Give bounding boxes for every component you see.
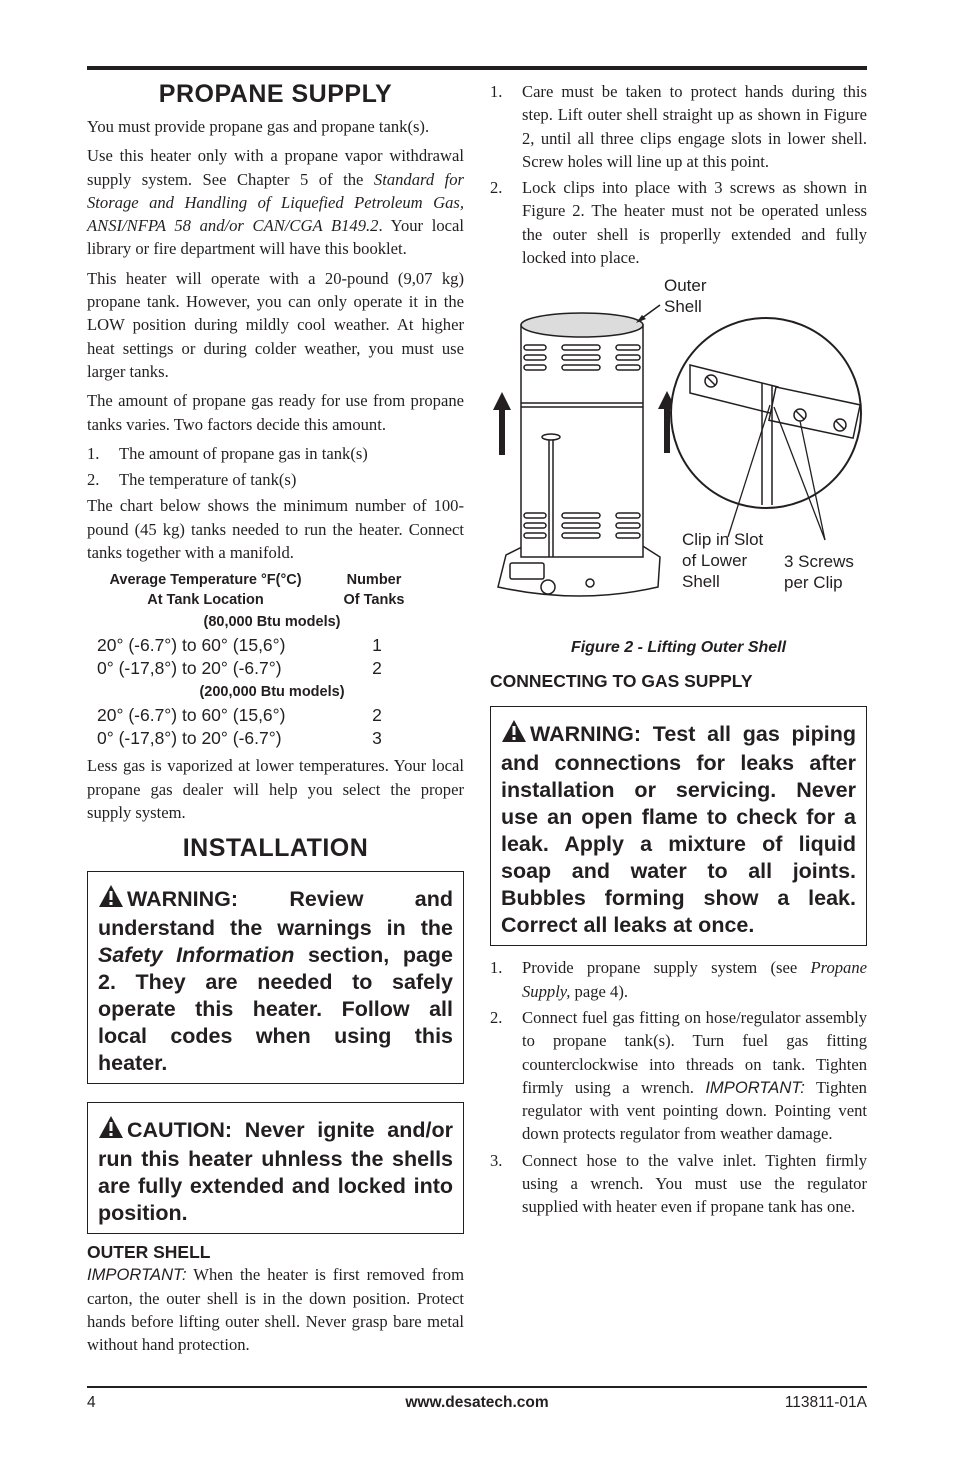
propane-supply-heading: PROPANE SUPPLY — [158, 80, 393, 108]
label-clip-in-slot: Clip in Slot of Lower Shell — [682, 530, 764, 592]
list-item: 2. Lock clips into place with 3 screws as shown in Figure 2. The heater must not be operated unless the outer shell is properlly extended and fully locked into place. — [490, 178, 867, 268]
table-header: Average Temperature °F(°C) At Tank Location Number Of Tanks — [109, 572, 405, 609]
list-item: 1. The amount of propane gas in tank(s) — [87, 443, 368, 463]
outer-shell-paragraph: IMPORTANT: When the heater is first removed from carton, the outer shell is in the down position. Protect hands before lifting outer shell. Never grasp bare metal without hand protection. — [87, 1265, 464, 1355]
connecting-heading: CONNECTING TO GAS SUPPLY — [490, 671, 753, 692]
connecting-warning-box: WARNING: Test all gas piping and connections for leaks after installation or servicing. Never use an open flame to check for a leak. Apply a mixture of liquid soap and water to all joints. Bubbles forming show a leak. Correct all leaks at once. — [490, 706, 867, 946]
table-row: 0° (-17,8°) to 20° (-6.7°) 3 — [97, 728, 382, 749]
footer-url: www.desatech.com — [405, 1394, 549, 1411]
factors-list — [87, 442, 464, 492]
document-code: 113811-01A — [784, 1394, 867, 1411]
figure-caption: Figure 2 - Lifting Outer Shell — [570, 639, 787, 657]
list-item: 3. Connect hose to the valve inlet. Tighten firmly using a wrench. You must use the regulator supplied with heater even if propane tank has one. — [490, 1150, 867, 1217]
table-row: 20° (-6.7°) to 60° (15,6°) 2 — [97, 705, 382, 726]
warning-triangle-icon — [501, 719, 527, 750]
tank-table — [87, 570, 464, 750]
label-3-screws: 3 Screws per Clip — [784, 552, 854, 593]
propane-paragraph-2: Use this heater only with a propane vapor withdrawal supply system. See Chapter 5 of the Standard for Storage and Handling of Liquefied Petroleum Gas, ANSI/NFPA 58 and/or CAN/CGA B149.2. Your local library or fire department will have this booklet. — [87, 146, 465, 259]
table-group-80000: (80,000 Btu models) — [203, 614, 341, 631]
top-rule — [87, 66, 867, 70]
warning-triangle-icon — [98, 884, 124, 915]
installation-heading: INSTALLATION — [182, 834, 369, 863]
propane-paragraph-6: Less gas is vaporized at lower temperatures. Your local propane gas dealer will help you select the proper supply system. — [87, 756, 464, 822]
outer-shell-steps — [490, 80, 867, 269]
list-item: 1. Provide propane supply system (see Propane Supply, page 4). — [490, 958, 867, 1001]
installation-warning-box: WARNING: Review and understand the warnings in the Safety Information section, page 2. They are needed to safely operate this heater. Follow all local codes when using this heater. — [87, 871, 464, 1084]
list-item: 1. Care must be taken to protect hands during this step. Lift outer shell straight up as shown in Figure 2, until all three clips engage slots in lower shell. Screw holes will line up at this point. — [490, 82, 867, 171]
page-number: 4 — [87, 1394, 96, 1411]
propane-paragraph-4: The amount of propane gas ready for use from propane tanks varies. Two factors decide this amount. — [87, 391, 464, 434]
table-group-200000: (200,000 Btu models) — [199, 684, 345, 701]
propane-paragraph-3: This heater will operate with a 20-pound (9,07 kg) propane tank. However, you can only operate it in the LOW position during mildly cool weather. At higher heat settings or during colder weather, you must use larger tanks. — [87, 268, 464, 381]
list-item: 2. Connect fuel gas fitting on hose/regulator assembly to propane tank(s). Turn fuel gas fitting counterclockwise into threads on tank. Tighten firmly using a wrench. IMPORTANT: Tighten regulator with vent pointing down. Pointing vent down protects regulator from weather damage. — [490, 1007, 867, 1144]
propane-paragraph-1: You must provide propane gas and propane tank(s). — [87, 117, 430, 136]
figure-2 — [490, 275, 867, 615]
left-column — [87, 80, 464, 1362]
list-item: 2. The temperature of tank(s) — [87, 470, 297, 490]
outer-shell-heading: OUTER SHELL — [87, 1242, 211, 1263]
table-row: 0° (-17,8°) to 20° (-6.7°) 2 — [97, 658, 382, 679]
warning-triangle-icon — [98, 1115, 124, 1146]
propane-paragraph-5: The chart below shows the minimum number of 100-pound (45 kg) tanks needed to run the heater. Connect tanks together with a manifold. — [87, 496, 464, 563]
caution-box: CAUTION: Never ignite and/or run this heater uhnless the shells are fully extended and locked into position. — [87, 1102, 464, 1234]
right-column — [490, 80, 867, 1222]
table-row: 20° (-6.7°) to 60° (15,6°) 1 — [97, 635, 382, 656]
label-outer-shell: Outer Shell — [664, 276, 707, 317]
connecting-steps — [490, 956, 867, 1218]
bottom-rule — [87, 1386, 867, 1388]
